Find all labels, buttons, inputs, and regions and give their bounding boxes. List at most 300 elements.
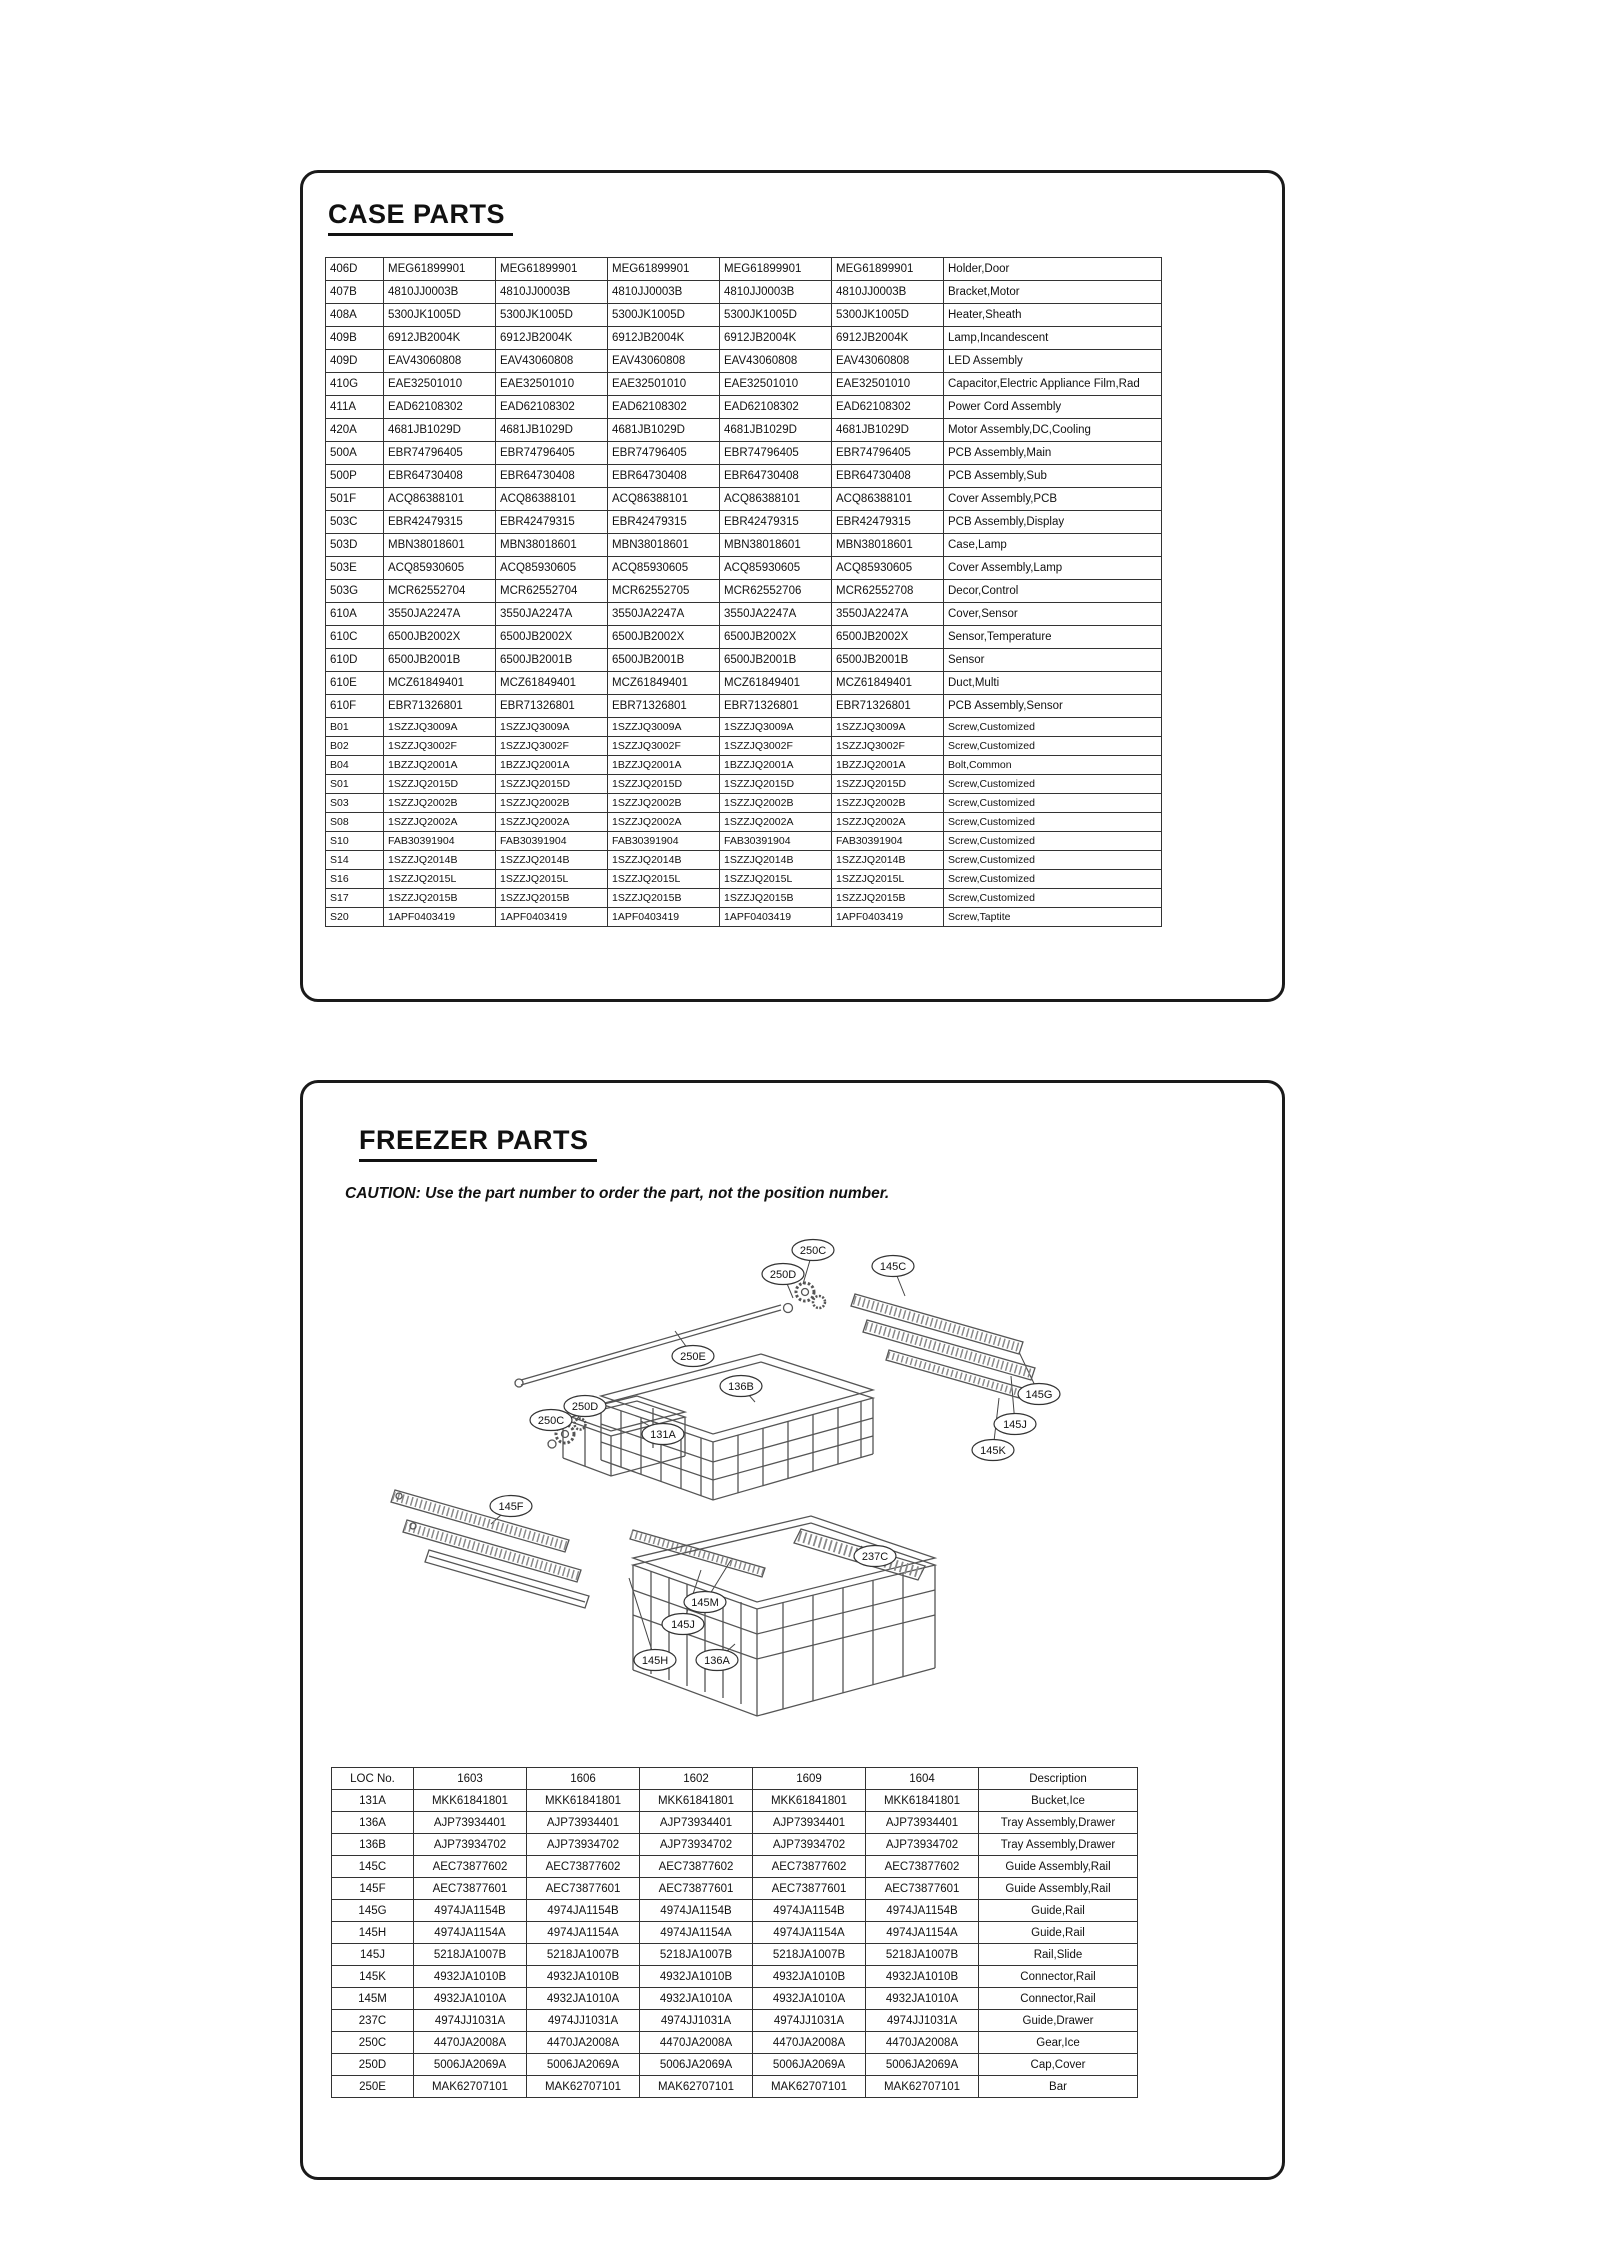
table-cell: AJP73934401 xyxy=(640,1812,753,1834)
table-cell: Cover Assembly,Lamp xyxy=(944,557,1162,580)
table-cell: MBN38018601 xyxy=(720,534,832,557)
table-cell: 6912JB2004K xyxy=(832,327,944,350)
table-cell: 5300JK1005D xyxy=(496,304,608,327)
table-cell: 4932JA1010A xyxy=(527,1988,640,2010)
svg-text:250D: 250D xyxy=(769,1269,797,1281)
svg-text:145G: 145G xyxy=(1025,1389,1053,1401)
callout-250C-2 xyxy=(530,1410,572,1431)
table-row xyxy=(326,775,1162,794)
table-cell: 1SZZJQ2015B xyxy=(608,889,720,908)
table-cell: AEC73877602 xyxy=(866,1856,979,1878)
table-cell: S03 xyxy=(326,794,384,813)
table-cell: 610D xyxy=(326,649,384,672)
table-cell: Bar xyxy=(979,2076,1138,2098)
table-cell: 1604 xyxy=(866,1768,979,1790)
freezer-parts-table xyxy=(331,1767,1138,2098)
table-cell: 1SZZJQ2014B xyxy=(832,851,944,870)
svg-text:145M: 145M xyxy=(691,1597,719,1609)
table-row xyxy=(332,2010,1138,2032)
table-cell: EAE32501010 xyxy=(608,373,720,396)
table-cell: 4974JA1154B xyxy=(527,1900,640,1922)
case-parts-main-rows xyxy=(326,258,1162,718)
table-cell: MCR62552706 xyxy=(720,580,832,603)
table-row xyxy=(332,1944,1138,1966)
table-cell: 5300JK1005D xyxy=(384,304,496,327)
table-cell: 6500JB2002X xyxy=(384,626,496,649)
table-cell: 4470JA2008A xyxy=(753,2032,866,2054)
table-cell: 4974JJ1031A xyxy=(753,2010,866,2032)
table-cell: 1SZZJQ2002A xyxy=(496,813,608,832)
table-cell: PCB Assembly,Main xyxy=(944,442,1162,465)
callout-145G xyxy=(1018,1384,1060,1405)
table-row xyxy=(332,1878,1138,1900)
table-cell: 1SZZJQ3002F xyxy=(496,737,608,756)
svg-text:136A: 136A xyxy=(704,1655,730,1667)
callout-131A xyxy=(642,1424,684,1445)
table-cell: 503D xyxy=(326,534,384,557)
table-cell: 1SZZJQ2015L xyxy=(720,870,832,889)
table-cell: MBN38018601 xyxy=(496,534,608,557)
table-cell: 1SZZJQ3002F xyxy=(832,737,944,756)
case-parts-title: CASE PARTS xyxy=(328,199,513,236)
table-cell: EBR74796405 xyxy=(608,442,720,465)
svg-text:145K: 145K xyxy=(980,1445,1006,1457)
table-row xyxy=(326,649,1162,672)
table-cell: 250C xyxy=(332,2032,414,2054)
table-row xyxy=(332,1768,1138,1790)
table-cell: 406D xyxy=(326,258,384,281)
table-row xyxy=(326,327,1162,350)
table-cell: Screw,Customized xyxy=(944,813,1162,832)
table-cell: Screw,Customized xyxy=(944,889,1162,908)
table-cell: ACQ85930605 xyxy=(832,557,944,580)
table-cell: MBN38018601 xyxy=(384,534,496,557)
table-cell: 4974JJ1031A xyxy=(640,2010,753,2032)
table-cell: MAK62707101 xyxy=(866,2076,979,2098)
svg-text:250D: 250D xyxy=(571,1401,599,1413)
table-cell: EAV43060808 xyxy=(496,350,608,373)
callout-145H xyxy=(634,1650,676,1671)
table-cell: MCZ61849401 xyxy=(608,672,720,695)
table-cell: 5218JA1007B xyxy=(640,1944,753,1966)
table-cell: MCR62552705 xyxy=(608,580,720,603)
table-cell: 1603 xyxy=(414,1768,527,1790)
table-cell: 4681JB1029D xyxy=(720,419,832,442)
table-cell: 4810JJ0003B xyxy=(832,281,944,304)
table-cell: Cap,Cover xyxy=(979,2054,1138,2076)
table-cell: 4681JB1029D xyxy=(608,419,720,442)
table-cell: 1APF0403419 xyxy=(384,908,496,927)
table-row xyxy=(332,1900,1138,1922)
table-cell: ACQ86388101 xyxy=(496,488,608,511)
table-row xyxy=(326,350,1162,373)
table-cell: 1BZZJQ2001A xyxy=(832,756,944,775)
table-cell: EBR74796405 xyxy=(496,442,608,465)
table-cell: 4932JA1010B xyxy=(866,1966,979,1988)
table-cell: 610E xyxy=(326,672,384,695)
table-cell: 6500JB2001B xyxy=(608,649,720,672)
table-cell: AJP73934401 xyxy=(866,1812,979,1834)
table-cell: EBR64730408 xyxy=(608,465,720,488)
table-cell: 1SZZJQ2015L xyxy=(608,870,720,889)
table-cell: 1SZZJQ2002A xyxy=(720,813,832,832)
table-cell: EBR42479315 xyxy=(384,511,496,534)
table-cell: MAK62707101 xyxy=(640,2076,753,2098)
table-cell: 4932JA1010A xyxy=(866,1988,979,2010)
table-cell: LED Assembly xyxy=(944,350,1162,373)
table-cell: AJP73934401 xyxy=(753,1812,866,1834)
table-cell: 1SZZJQ2002B xyxy=(608,794,720,813)
freezer-parts-header xyxy=(332,1768,1138,1790)
table-cell: 5300JK1005D xyxy=(832,304,944,327)
callout-145F xyxy=(490,1496,532,1517)
table-cell: Screw,Customized xyxy=(944,718,1162,737)
table-cell: MEG61899901 xyxy=(720,258,832,281)
callout-145C xyxy=(872,1256,914,1277)
table-cell: Screw,Customized xyxy=(944,832,1162,851)
table-cell: Sensor xyxy=(944,649,1162,672)
table-cell: AEC73877602 xyxy=(753,1856,866,1878)
freezer-parts-rows xyxy=(332,1790,1138,2098)
table-cell: 4974JA1154A xyxy=(640,1922,753,1944)
table-cell: 145F xyxy=(332,1878,414,1900)
table-cell: Bracket,Motor xyxy=(944,281,1162,304)
table-cell: Lamp,Incandescent xyxy=(944,327,1162,350)
table-cell: 4681JB1029D xyxy=(496,419,608,442)
table-cell: 500P xyxy=(326,465,384,488)
table-cell: 6500JB2002X xyxy=(720,626,832,649)
table-cell: EBR74796405 xyxy=(384,442,496,465)
table-row xyxy=(326,851,1162,870)
table-row xyxy=(326,672,1162,695)
table-cell: EBR64730408 xyxy=(496,465,608,488)
table-cell: PCB Assembly,Sensor xyxy=(944,695,1162,718)
table-row xyxy=(326,718,1162,737)
table-cell: 1SZZJQ3002F xyxy=(720,737,832,756)
table-cell: Guide,Rail xyxy=(979,1900,1138,1922)
callout-250D xyxy=(762,1264,804,1285)
table-cell: Sensor,Temperature xyxy=(944,626,1162,649)
table-cell: 4470JA2008A xyxy=(414,2032,527,2054)
table-cell: MEG61899901 xyxy=(384,258,496,281)
table-cell: 5006JA2069A xyxy=(414,2054,527,2076)
table-cell: ACQ86388101 xyxy=(832,488,944,511)
callout-136B xyxy=(720,1376,762,1397)
table-row xyxy=(332,1790,1138,1812)
table-cell: 4974JJ1031A xyxy=(527,2010,640,2032)
table-row xyxy=(332,1812,1138,1834)
table-cell: 1SZZJQ2014B xyxy=(720,851,832,870)
table-cell: Screw,Customized xyxy=(944,737,1162,756)
table-cell: 1BZZJQ2001A xyxy=(496,756,608,775)
table-cell: 1SZZJQ2014B xyxy=(608,851,720,870)
table-cell: AEC73877602 xyxy=(640,1856,753,1878)
table-cell: AJP73934702 xyxy=(640,1834,753,1856)
table-cell: 1SZZJQ2015L xyxy=(832,870,944,889)
table-cell: EBR71326801 xyxy=(720,695,832,718)
table-cell: Decor,Control xyxy=(944,580,1162,603)
table-cell: 136A xyxy=(332,1812,414,1834)
table-cell: 4974JJ1031A xyxy=(414,2010,527,2032)
table-cell: AJP73934702 xyxy=(414,1834,527,1856)
table-cell: 4974JA1154B xyxy=(640,1900,753,1922)
table-cell: Tray Assembly,Drawer xyxy=(979,1834,1138,1856)
table-cell: 4974JA1154A xyxy=(414,1922,527,1944)
table-cell: 4810JJ0003B xyxy=(496,281,608,304)
table-cell: 131A xyxy=(332,1790,414,1812)
table-cell: 1SZZJQ2015D xyxy=(720,775,832,794)
table-cell: 503E xyxy=(326,557,384,580)
table-cell: 1SZZJQ3009A xyxy=(496,718,608,737)
case-parts-table xyxy=(325,257,1162,927)
callout-250C xyxy=(792,1240,834,1261)
table-cell: S20 xyxy=(326,908,384,927)
table-cell: 500A xyxy=(326,442,384,465)
table-row xyxy=(326,442,1162,465)
table-cell: EBR42479315 xyxy=(608,511,720,534)
freezer-parts-panel xyxy=(300,1080,1285,2180)
table-cell: 250E xyxy=(332,2076,414,2098)
table-cell: 1SZZJQ2002B xyxy=(496,794,608,813)
table-cell: AJP73934702 xyxy=(866,1834,979,1856)
table-cell: AJP73934702 xyxy=(753,1834,866,1856)
table-cell: 6500JB2002X xyxy=(832,626,944,649)
table-cell: AEC73877602 xyxy=(527,1856,640,1878)
table-cell: ACQ85930605 xyxy=(384,557,496,580)
table-cell: Rail,Slide xyxy=(979,1944,1138,1966)
table-cell: 3550JA2247A xyxy=(720,603,832,626)
table-cell: Screw,Customized xyxy=(944,870,1162,889)
table-cell: 1SZZJQ2015D xyxy=(496,775,608,794)
table-cell: 4681JB1029D xyxy=(832,419,944,442)
table-cell: EAD62108302 xyxy=(720,396,832,419)
table-cell: 1SZZJQ2002A xyxy=(384,813,496,832)
table-row xyxy=(326,695,1162,718)
table-cell: ACQ86388101 xyxy=(384,488,496,511)
table-cell: Cover Assembly,PCB xyxy=(944,488,1162,511)
table-cell: 4974JJ1031A xyxy=(866,2010,979,2032)
case-parts-screw-rows xyxy=(326,718,1162,927)
table-cell: AEC73877601 xyxy=(414,1878,527,1900)
table-cell: 5006JA2069A xyxy=(866,2054,979,2076)
table-cell: 136B xyxy=(332,1834,414,1856)
table-cell: 4974JA1154B xyxy=(866,1900,979,1922)
table-cell: 6500JB2001B xyxy=(832,649,944,672)
table-cell: PCB Assembly,Display xyxy=(944,511,1162,534)
table-cell: EBR42479315 xyxy=(496,511,608,534)
table-cell: FAB30391904 xyxy=(384,832,496,851)
table-cell: EAD62108302 xyxy=(384,396,496,419)
table-cell: 4932JA1010A xyxy=(640,1988,753,2010)
table-row xyxy=(326,870,1162,889)
table-row xyxy=(332,2054,1138,2076)
table-cell: Holder,Door xyxy=(944,258,1162,281)
table-cell: 1SZZJQ2015D xyxy=(608,775,720,794)
table-cell: 1SZZJQ2002B xyxy=(384,794,496,813)
table-cell: FAB30391904 xyxy=(608,832,720,851)
table-cell: MBN38018601 xyxy=(608,534,720,557)
table-cell: S01 xyxy=(326,775,384,794)
table-cell: EAV43060808 xyxy=(720,350,832,373)
table-row xyxy=(326,281,1162,304)
table-cell: 1BZZJQ2001A xyxy=(384,756,496,775)
table-cell: 145G xyxy=(332,1900,414,1922)
table-cell: 420A xyxy=(326,419,384,442)
table-cell: 1APF0403419 xyxy=(832,908,944,927)
table-row xyxy=(326,373,1162,396)
table-cell: 5218JA1007B xyxy=(414,1944,527,1966)
table-row xyxy=(332,1922,1138,1944)
table-cell: AJP73934702 xyxy=(527,1834,640,1856)
table-cell: LOC No. xyxy=(332,1768,414,1790)
table-row xyxy=(326,557,1162,580)
table-cell: EAE32501010 xyxy=(496,373,608,396)
table-row xyxy=(326,737,1162,756)
table-cell: 1BZZJQ2001A xyxy=(608,756,720,775)
table-cell: 3550JA2247A xyxy=(496,603,608,626)
table-cell: Duct,Multi xyxy=(944,672,1162,695)
table-cell: Guide,Drawer xyxy=(979,2010,1138,2032)
table-cell: 4932JA1010B xyxy=(753,1966,866,1988)
table-cell: Screw,Customized xyxy=(944,775,1162,794)
table-row xyxy=(326,626,1162,649)
table-row xyxy=(326,465,1162,488)
table-cell: 411A xyxy=(326,396,384,419)
table-cell: PCB Assembly,Sub xyxy=(944,465,1162,488)
table-cell: EBR64730408 xyxy=(384,465,496,488)
table-cell: 237C xyxy=(332,2010,414,2032)
table-cell: AJP73934401 xyxy=(527,1812,640,1834)
table-cell: 3550JA2247A xyxy=(608,603,720,626)
table-cell: 1SZZJQ3009A xyxy=(720,718,832,737)
callout-145J xyxy=(994,1414,1036,1435)
table-row xyxy=(326,756,1162,775)
table-cell: Heater,Sheath xyxy=(944,304,1162,327)
table-cell: AEC73877602 xyxy=(414,1856,527,1878)
table-cell: 145M xyxy=(332,1988,414,2010)
table-cell: 1SZZJQ2015D xyxy=(384,775,496,794)
table-cell: FAB30391904 xyxy=(832,832,944,851)
caution-note: CAUTION: Use the part number to order the part, not the position number. xyxy=(345,1185,890,1202)
table-cell: AEC73877601 xyxy=(527,1878,640,1900)
svg-text:136B: 136B xyxy=(728,1381,754,1393)
table-cell: Motor Assembly,DC,Cooling xyxy=(944,419,1162,442)
table-cell: 501F xyxy=(326,488,384,511)
table-cell: 6912JB2004K xyxy=(496,327,608,350)
table-cell: 6500JB2002X xyxy=(496,626,608,649)
callout-237C xyxy=(854,1546,896,1567)
table-cell: S17 xyxy=(326,889,384,908)
table-row xyxy=(332,1856,1138,1878)
table-cell: Screw,Customized xyxy=(944,794,1162,813)
callout-145M xyxy=(684,1592,726,1613)
table-cell: EBR71326801 xyxy=(496,695,608,718)
table-cell: 5218JA1007B xyxy=(527,1944,640,1966)
table-cell: MCR62552704 xyxy=(496,580,608,603)
table-cell: EAV43060808 xyxy=(384,350,496,373)
table-cell: MCZ61849401 xyxy=(496,672,608,695)
table-cell: 1SZZJQ2002A xyxy=(608,813,720,832)
table-cell: MAK62707101 xyxy=(414,2076,527,2098)
table-row xyxy=(326,832,1162,851)
table-cell: 1SZZJQ2015D xyxy=(832,775,944,794)
table-cell: 6500JB2001B xyxy=(720,649,832,672)
table-cell: MCZ61849401 xyxy=(832,672,944,695)
table-row xyxy=(326,813,1162,832)
table-cell: 4932JA1010A xyxy=(753,1988,866,2010)
drawing-right-rails xyxy=(851,1294,1035,1401)
table-cell: Guide Assembly,Rail xyxy=(979,1856,1138,1878)
table-cell: 4974JA1154A xyxy=(527,1922,640,1944)
table-row xyxy=(326,908,1162,927)
table-cell: 410G xyxy=(326,373,384,396)
table-cell: 4810JJ0003B xyxy=(384,281,496,304)
table-cell: AJP73934401 xyxy=(414,1812,527,1834)
table-row xyxy=(326,889,1162,908)
table-cell: Case,Lamp xyxy=(944,534,1162,557)
table-row xyxy=(326,419,1162,442)
table-cell: 1SZZJQ2002B xyxy=(720,794,832,813)
table-cell: 1SZZJQ2015B xyxy=(832,889,944,908)
table-row xyxy=(326,511,1162,534)
table-cell: EBR42479315 xyxy=(720,511,832,534)
table-cell: 145J xyxy=(332,1944,414,1966)
table-cell: 3550JA2247A xyxy=(384,603,496,626)
table-row xyxy=(326,603,1162,626)
table-cell: Guide,Rail xyxy=(979,1922,1138,1944)
freezer-parts-title: FREEZER PARTS xyxy=(359,1125,597,1162)
table-cell: EAD62108302 xyxy=(496,396,608,419)
table-cell: 1SZZJQ2002B xyxy=(832,794,944,813)
table-cell: 4932JA1010B xyxy=(527,1966,640,1988)
callout-145J-2 xyxy=(662,1614,704,1635)
table-cell: ACQ86388101 xyxy=(720,488,832,511)
svg-text:145J: 145J xyxy=(1003,1419,1027,1431)
table-cell: FAB30391904 xyxy=(496,832,608,851)
table-cell: 1SZZJQ3002F xyxy=(384,737,496,756)
table-row xyxy=(326,304,1162,327)
table-cell: 4932JA1010A xyxy=(414,1988,527,2010)
table-cell: 610F xyxy=(326,695,384,718)
table-cell: MAK62707101 xyxy=(753,2076,866,2098)
table-cell: ACQ85930605 xyxy=(608,557,720,580)
svg-text:145C: 145C xyxy=(879,1261,907,1273)
table-row xyxy=(332,1966,1138,1988)
case-parts-panel xyxy=(300,170,1285,1002)
table-row xyxy=(332,2032,1138,2054)
table-cell: MBN38018601 xyxy=(832,534,944,557)
table-cell: 1APF0403419 xyxy=(720,908,832,927)
table-cell: 4932JA1010B xyxy=(640,1966,753,1988)
table-cell: 1SZZJQ2015L xyxy=(384,870,496,889)
table-cell: 145K xyxy=(332,1966,414,1988)
table-cell: EAV43060808 xyxy=(832,350,944,373)
table-cell: 610C xyxy=(326,626,384,649)
table-cell: EBR74796405 xyxy=(720,442,832,465)
table-row xyxy=(326,488,1162,511)
table-cell: 1602 xyxy=(640,1768,753,1790)
table-cell: B04 xyxy=(326,756,384,775)
table-cell: 1SZZJQ2015L xyxy=(496,870,608,889)
table-cell: 4810JJ0003B xyxy=(608,281,720,304)
table-cell: 5006JA2069A xyxy=(753,2054,866,2076)
table-cell: EBR64730408 xyxy=(832,465,944,488)
table-cell: 1609 xyxy=(753,1768,866,1790)
table-cell: 4974JA1154B xyxy=(753,1900,866,1922)
table-cell: Bolt,Common xyxy=(944,756,1162,775)
table-cell: MKK61841801 xyxy=(640,1790,753,1812)
svg-text:145F: 145F xyxy=(498,1501,524,1513)
